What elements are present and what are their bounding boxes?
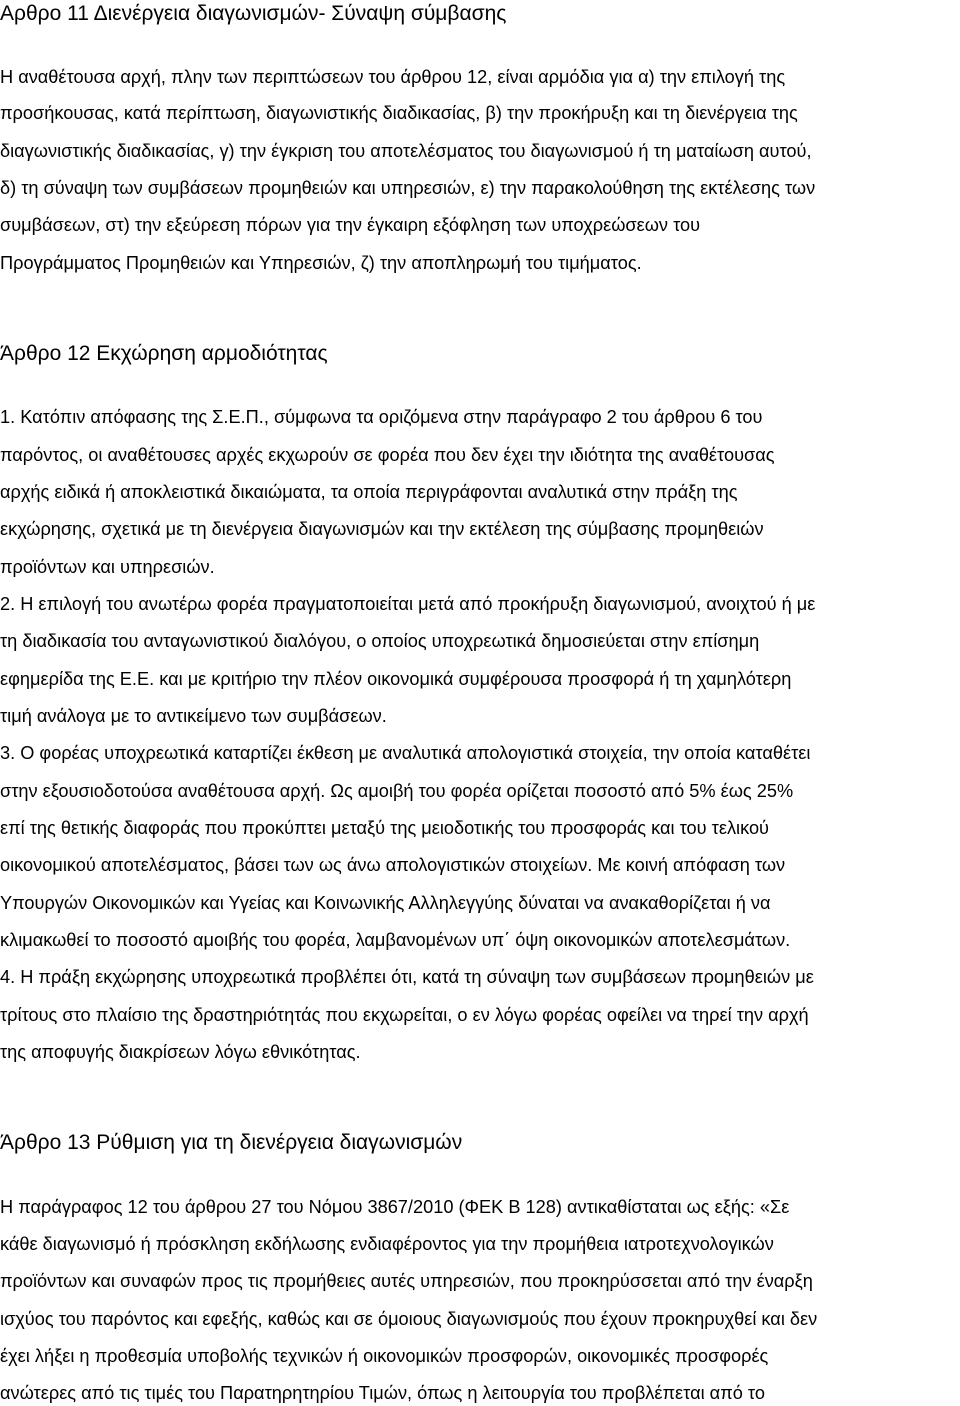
- body-line: Υπουργών Οικονομικών και Υγείας και Κοινωνικής Αλληλεγγύης δύναται να ανακαθορίζεται ή να: [0, 893, 771, 913]
- body-line: επί της θετικής διαφοράς που προκύπτει μεταξύ της μειοδοτικής του προσφοράς και του τελικού: [0, 818, 770, 838]
- body-line: εκχώρησης, σχετικά με τη διενέργεια διαγωνισμών και την εκτέλεση της σύμβασης προμηθειών: [0, 519, 764, 539]
- body-line: 4. Η πράξη εκχώρησης υποχρεωτικά προβλέπει ότι, κατά τη σύναψη των συμβάσεων προμηθειών με: [0, 967, 814, 987]
- body-line: τιμή ανάλογα με το αντικείμενο των συμβάσεων.: [0, 706, 387, 726]
- body-line: Προγράμματος Προμηθειών και Υπηρεσιών, ζ) την αποπληρωμή του τιμήματος.: [0, 253, 642, 273]
- body-line: συμβάσεων, στ) την εξεύρεση πόρων για την έγκαιρη εξόφληση των υποχρεώσεων του: [0, 215, 701, 235]
- body-line: τρίτους στο πλαίσιο της δραστηριότητάς που εκχωρείται, ο εν λόγω φορέας οφείλει να τηρεί την αρχή: [0, 1005, 809, 1025]
- body-line: παρόντος, οι αναθέτουσες αρχές εκχωρούν σε φορέα που δεν έχει την ιδιότητα της αναθέτουσας: [0, 445, 775, 465]
- body-line: προσήκουσας, κατά περίπτωση, διαγωνιστικής διαδικασίας, β) την προκήρυξη και τη διενέργεια της: [0, 103, 798, 123]
- body-line: Η παράγραφος 12 του άρθρου 27 του Νόμου 3867/2010 (ΦΕΚ Β 128) αντικαθίσταται ως εξής: «Σε: [0, 1197, 790, 1217]
- body-line: διαγωνιστικής διαδικασίας, γ) την έγκριση του αποτελέσματος του διαγωνισμού ή τη ματαίωση αυτού,: [0, 141, 812, 161]
- body-line: οικονομικού αποτελέσματος, βάσει των ως άνω απολογιστικών στοιχείων. Με κοινή απόφαση των: [0, 855, 786, 875]
- body-line: προϊόντων και συναφών προς τις προμήθειες αυτές υπηρεσιών, που προκηρύσσεται από την έναρξη: [0, 1271, 813, 1291]
- body-line: ανώτερες από τις τιμές του Παρατηρητηρίου Τιμών, όπως η λειτουργία του προβλέπεται από το: [0, 1383, 765, 1403]
- body-line: αρχής ειδικά ή αποκλειστικά δικαιώματα, τα οποία περιγράφονται αναλυτικά στην πράξη της: [0, 482, 738, 502]
- article-13-title: Άρθρο 13 Ρύθμιση για τη διενέργεια διαγωνισμών: [0, 1131, 463, 1154]
- body-line: 2. Η επιλογή του ανωτέρω φορέα πραγματοποιείται μετά από προκήρυξη διαγωνισμού, ανοιχτού ή με: [0, 594, 816, 614]
- body-line: στην εξουσιοδοτούσα αναθέτουσα αρχή. Ως αμοιβή του φορέα ορίζεται ποσοστό από 5% έως 25%: [0, 781, 794, 801]
- article-11-title: Αρθρο 11 Διενέργεια διαγωνισμών- Σύναψη σύμβασης: [0, 2, 507, 25]
- body-line: τη διαδικασία του ανταγωνιστικού διαλόγου, ο οποίος υποχρεωτικά δημοσιεύεται στην επίσημη: [0, 631, 760, 651]
- body-line: Η αναθέτουσα αρχή, πλην των περιπτώσεων του άρθρου 12, είναι αρμόδια για α) την επιλογή της: [0, 67, 786, 87]
- body-line: εφημερίδα της Ε.Ε. και με κριτήριο την πλέον οικονομικά συμφέρουσα προσφορά ή τη χαμηλότερη: [0, 669, 792, 689]
- body-line: κάθε διαγωνισμό ή πρόσκληση εκδήλωσης ενδιαφέροντος για την προμήθεια ιατροτεχνολογικών: [0, 1234, 774, 1254]
- body-line: έχει λήξει η προθεσμία υποβολής τεχνικών ή οικονομικών προσφορών, οικονομικές προσφορές: [0, 1346, 769, 1366]
- body-line: 1. Κατόπιν απόφασης της Σ.Ε.Π., σύμφωνα τα οριζόμενα στην παράγραφο 2 του άρθρου 6 του: [0, 407, 763, 427]
- body-line: ισχύος του παρόντος και εφεξής, καθώς και σε όμοιους διαγωνισμούς που έχουν προκηρυχθεί και δεν: [0, 1309, 818, 1329]
- body-line: 3. Ο φορέας υποχρεωτικά καταρτίζει έκθεση με αναλυτικά απολογιστικά στοιχεία, την οποία καταθέτει: [0, 743, 811, 763]
- body-line: δ) τη σύναψη των συμβάσεων προμηθειών και υπηρεσιών, ε) την παρακολούθηση της εκτέλεσης των: [0, 178, 816, 198]
- body-line: της αποφυγής διακρίσεων λόγω εθνικότητας.: [0, 1042, 361, 1062]
- body-line: κλιμακωθεί το ποσοστό αμοιβής του φορέα, λαμβανομένων υπ΄ όψη οικονομικών αποτελεσμάτων.: [0, 930, 791, 950]
- article-12-title: Άρθρο 12 Εκχώρηση αρμοδιότητας: [0, 342, 328, 365]
- body-line: προϊόντων και υπηρεσιών.: [0, 557, 215, 577]
